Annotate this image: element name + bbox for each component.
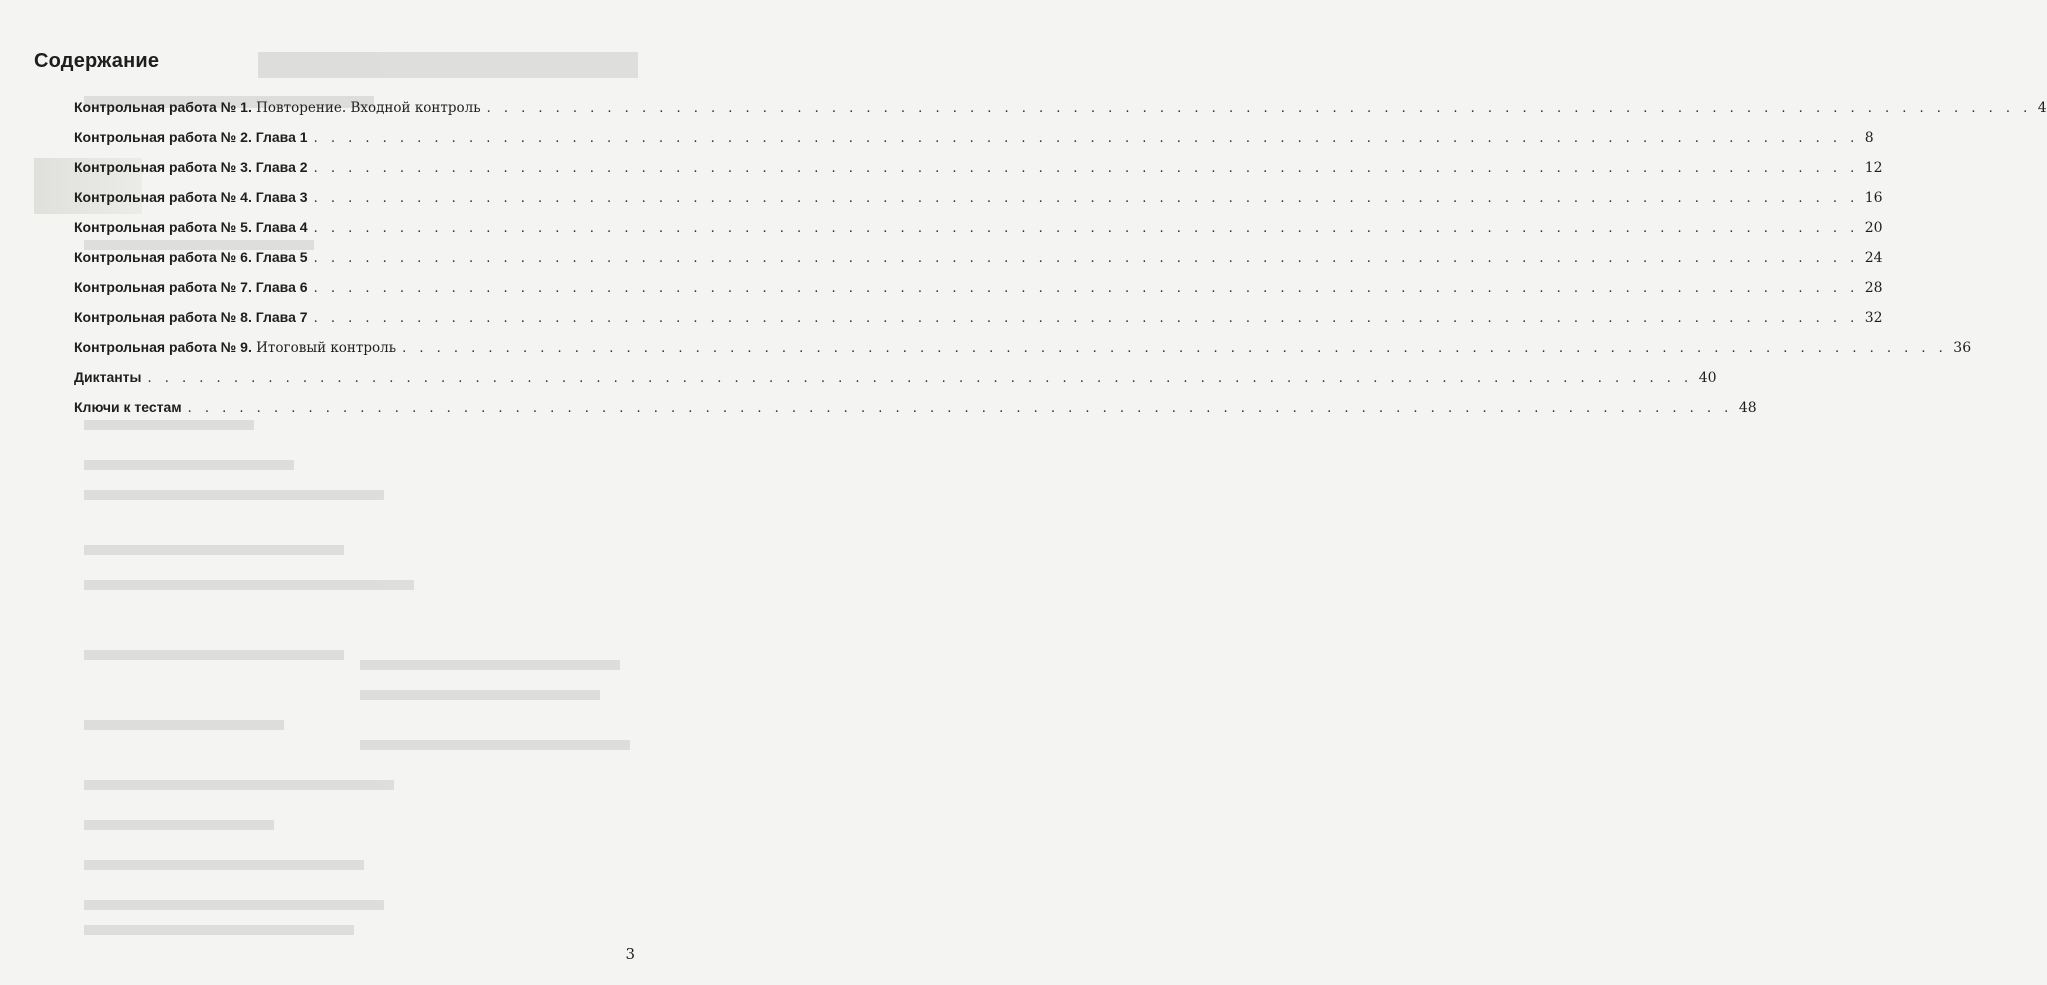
dot-leader: . . . . . . . . . . . . . . . . . . . . . . . . . . . . . . . . . . . . . . . . . . . . . . . . . . . . . . . . . . . . . . . . . . . . . . . . . . . . . . . . . . . . . . . . . . <box>313 311 1859 326</box>
toc-item[interactable] <box>74 189 1883 219</box>
toc-item-label: Контрольная работа № 7. Глава 6 <box>74 279 308 295</box>
toc-item[interactable] <box>74 159 1883 189</box>
dot-leader: . . . . . . . . . . . . . . . . . . . . . . . . . . . . . . . . . . . . . . . . . . . . . . . . . . . . . . . . . . . . . . . . . . . . . . . . . . . . . . . . . . . . . . . . . . <box>313 281 1859 296</box>
dot-leader: . . . . . . . . . . . . . . . . . . . . . . . . . . . . . . . . . . . . . . . . . . . . . . . . . . . . . . . . . . . . . . . . . . . . . . . . . . . . . . . . . . . . . . . . . . <box>402 341 1948 356</box>
toc-item-page: 20 <box>1864 220 1883 236</box>
dot-leader: . . . . . . . . . . . . . . . . . . . . . . . . . . . . . . . . . . . . . . . . . . . . . . . . . . . . . . . . . . . . . . . . . . . . . . . . . . . . . . . . . . . . . . . . . . <box>313 221 1859 236</box>
toc-item-label: Контрольная работа № 8. Глава 7 <box>74 309 308 325</box>
toc-item[interactable] <box>74 219 1883 249</box>
toc-item-label: Контрольная работа № 4. Глава 3 <box>74 189 308 205</box>
toc-item-label: Контрольная работа № 2. Глава 1 <box>74 129 308 145</box>
toc-item-label: Контрольная работа № 6. Глава 5 <box>74 249 308 265</box>
toc-item-page: 32 <box>1864 310 1883 326</box>
toc-item-page: 48 <box>1738 400 1757 416</box>
toc-item-page: 12 <box>1864 160 1883 176</box>
toc-item-label: Контрольная работа № 9. Итоговый контроль <box>74 339 397 356</box>
dot-leader: . . . . . . . . . . . . . . . . . . . . . . . . . . . . . . . . . . . . . . . . . . . . . . . . . . . . . . . . . . . . . . . . . . . . . . . . . . . . . . . . . . . . . . . . . . <box>147 371 1693 386</box>
toc-item[interactable] <box>74 369 1717 399</box>
dot-leader: . . . . . . . . . . . . . . . . . . . . . . . . . . . . . . . . . . . . . . . . . . . . . . . . . . . . . . . . . . . . . . . . . . . . . . . . . . . . . . . . . . . . . . . . . . <box>486 101 2032 116</box>
toc-item-label: Контрольная работа № 1. Повторение. Входной контроль <box>74 99 481 116</box>
toc-item-label: Контрольная работа № 5. Глава 4 <box>74 219 308 235</box>
toc-item[interactable] <box>74 99 2047 129</box>
toc-item-label: Ключи к тестам <box>74 399 182 415</box>
toc-item-label: Контрольная работа № 3. Глава 2 <box>74 159 308 175</box>
dot-leader: . . . . . . . . . . . . . . . . . . . . . . . . . . . . . . . . . . . . . . . . . . . . . . . . . . . . . . . . . . . . . . . . . . . . . . . . . . . . . . . . . . . . . . . . . . <box>313 251 1859 266</box>
page-title: Содержание <box>34 50 160 72</box>
toc-item-page: 24 <box>1864 250 1883 266</box>
toc-item[interactable] <box>74 129 1874 159</box>
toc-item[interactable] <box>74 279 1883 309</box>
toc-item[interactable] <box>74 399 1757 429</box>
toc-item[interactable] <box>74 249 1883 279</box>
toc-item[interactable] <box>74 339 1972 369</box>
toc-item-page: 16 <box>1864 190 1883 206</box>
dot-leader: . . . . . . . . . . . . . . . . . . . . . . . . . . . . . . . . . . . . . . . . . . . . . . . . . . . . . . . . . . . . . . . . . . . . . . . . . . . . . . . . . . . . . . . . . . <box>187 401 1733 416</box>
page-number: 3 <box>625 945 635 963</box>
toc-item-page: 36 <box>1953 340 1972 356</box>
dot-leader: . . . . . . . . . . . . . . . . . . . . . . . . . . . . . . . . . . . . . . . . . . . . . . . . . . . . . . . . . . . . . . . . . . . . . . . . . . . . . . . . . . . . . . . . . . <box>313 161 1859 176</box>
toc-item-page: 28 <box>1864 280 1883 296</box>
dot-leader: . . . . . . . . . . . . . . . . . . . . . . . . . . . . . . . . . . . . . . . . . . . . . . . . . . . . . . . . . . . . . . . . . . . . . . . . . . . . . . . . . . . . . . . . . . <box>313 131 1859 146</box>
toc-item[interactable] <box>74 309 1883 339</box>
toc-item-page: 4 <box>2037 100 2047 116</box>
table-of-contents <box>74 99 2047 429</box>
dot-leader: . . . . . . . . . . . . . . . . . . . . . . . . . . . . . . . . . . . . . . . . . . . . . . . . . . . . . . . . . . . . . . . . . . . . . . . . . . . . . . . . . . . . . . . . . . <box>313 191 1859 206</box>
toc-item-page: 8 <box>1864 130 1874 146</box>
toc-item-page: 40 <box>1698 370 1717 386</box>
toc-item-label: Диктанты <box>74 369 142 385</box>
